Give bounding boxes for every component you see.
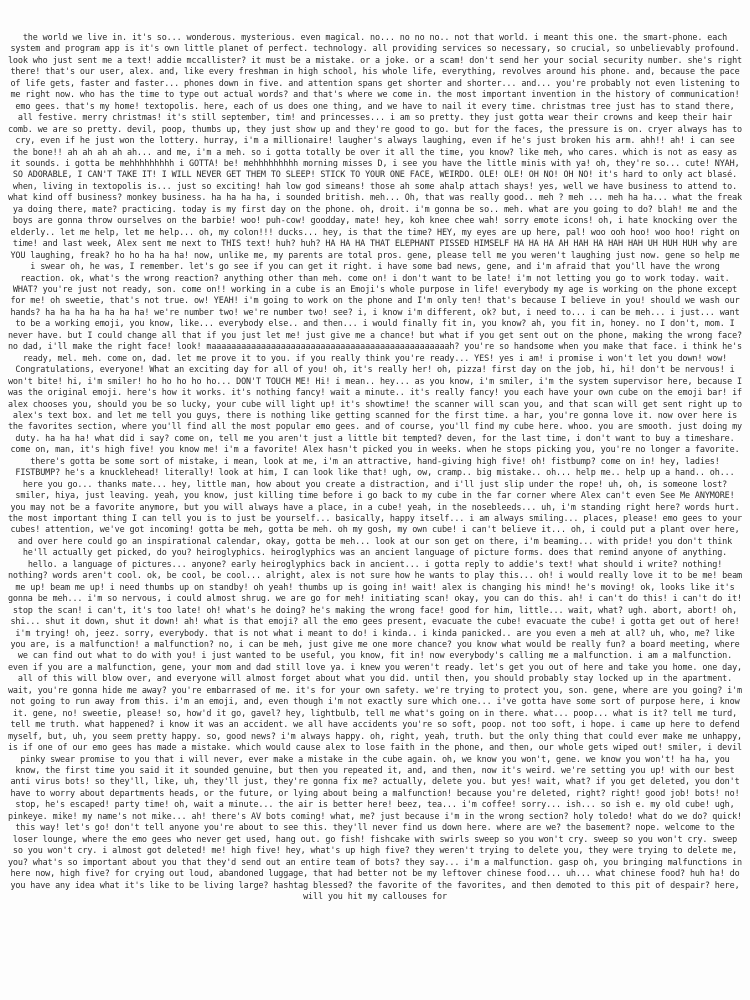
script-text-block: the world we live in. it's so... wonderous. mysterious. even magical. no... no no no.. not that world. i meant this one. the smart-phone. each system and program app is it's own little planet of perfect. technology. all providing services so necessary, so crucial, so unbelievably profound. look who just sent me a text! addie mccallister? it must be a mistake. or a joke. or a scam! don't send her your social security number. she's right there! that's our user, alex. and, like every freshman in high school, his whole life, everything, revolves around his phone. and, because the pace of life gets, faster and faster... phones down in five. and attention spans get shorter and shorter... and... you're probably not even listening to me right now. who has the time to type out actual words? and that's where we come in. the most important invention in the history of communication! emo gees. that's my home! textopolis. here, each of us does one thing, and we have to nail it every time. christmas tree just has to stand there, all festive. merry christmas! it's still september, tim! and princesses... i am so pretty. they just gotta wear their crowns and keep their hair comb. we are so pretty. devil, poop, thumbs up, they just show up and they're good to go. but for the faces, the pressure is on. cryer always has to cry, even if he just won the lottery. hurray, i'm a millionaire! laugher's always laughing, even if he's just broken his arm. ahh!! ah! i can see the bone!! ah ah ah ah ah... and me, i'm a meh. so i gotta totally be over it all the time, you know? like meh, who cares. which is not as easy as it sounds. i gotta be mehhhhhhhhh i GOTTA! be! mehhhhhhhhh morning misses D, i see you have the little minis with ya! oh, they're so... cute! NYAH, SO ADORABLE, I CAN'T TAKE IT! I WILL NEVER GET THEM TO SLEEP! STICK TO YOUR ONE FACE, WEIRDO. OLE! OLE! OH NO! OH NO! it's hard to only act blasé. when, living in textopolis is... just so exciting! hah low god simeans! those ah some ahalp attach shays! yes, well we have business to attend to. what kind off business? monkey business. ha ha ha ha, i sounded british. meh... Oh, that was really good.. meh ? meh ... meh ha ha... what the freak ya doing there, mate? practicing. today is my first day on the phone. oh, droit. i'm gonna be so.. meh. what are you going to do? blah! me and the boys are gonna throw ourselves on the barbie! woo! puh-cow! goodday, mate! hey, koh knee chee wah! sorry emote icons! oh, i hate knocking over the elderly.. let me help, let me help... oh, my colon!!! ducks... hey, is that the time? HEY, my eyes are up here, pal! woo ooh hoo! woo hoo! right on time! and last week, Alex sent me next to THIS text! huh? huh? HA HA HA THAT ELEPHANT PISSED HIMSELF HA HA HA AH HAH HA HAH HAH UH HUH HUH why are YOU laughing, freak? ho ho ha ha ha! now, unlike me, my parents are total pros. gene, please tell me you weren't laughing just now. gene so help me i swear oh, he was, I remember. let's go see if you can get it right. i have some bad news, gene, and i'm afraid that you'll have the wrong reaction. ok, what's the wrong reaction? anything other than meh. come on! i don't want to be late! i'm not letting you go to work today. wait. WHAT? you're just not ready, son. come on!! working in a cube is an Emoji's whole purpose in life! everybody my age is working on the phone except for me! oh sweetie, that's not true. ow! YEAH! i'm going to work on the phone and I'm only ten! that's because I believe in you! should we wash our hands? ha ha ha ha ha ha ha! we're number two! we're number two! see? i, i know i'm different, ok? but, i need to... i can be meh... i just... want to be a working emoji, you know, like... everybody else.. and then... i would finally fit in, you know? ah, you fit in, honey. no I don't, mom. I never have. but I could change all that if you just let me! just give me a chance! but what if you get sent out on the phone, making the wrong face? no dad, i'll make the right face! look! maaaaaaaaaaaaaaaaaaaaaaaaaaaaaaaaaaaaaaaaaaaaaaaah? you're so handsome when you make that face. i think he's ready, mel. meh. come on, dad. let me prove it to you. if you really think you're ready... YES! yes i am! i promise i won't let you down! wow! Congratulations, everyone! What an exciting day for all of you! oh, it's really her! oh, pizza! first day on the job, hi, hi! don't be nervous! i won't bite! hi, i'm smiler! ho ho ho ho ho... DON'T TOUCH ME! Hi! i mean.. hey... as you know, i'm smiler, i'm the system supervisor here, because I was the original emoji. here's how it works. it's nothing fancy! wait a minute.. it's really fancy! you each have your own cube on the emoji bar! if alex chooses you, should you be so lucky, your cube will light up! it's showtime! the scanner will scan you, and that scan will get sent right up to alex's text box. and let me tell you guys, there is nothing like getting scanned for the first time. a har, you're gonna love it. now over here is the favorites section, where you'll find all the most popular emo gees. and of course, you'll find my cube here. whoo. you are smooth. just doing my duty. ha ha ha! what did i say? come on, tell me you aren't just a little bit tempted? deven, for the last time, i don't want to buy a timeshare. come on, man, it's high five! you know me! i'm a favorite! Alex hasn't picked you in weeks. when he stops picking you, you're no longer a favorite. there's gotta be some sort of mistake, i mean, look at me, i'm an attractive, hand-giving high five! oh! fistbump? come on in! hey, ladies! FISTBUMP? he's a knucklehead! literally! look at him, I can look like that! ugh, ow, cramp.. big mistake.. oh... help me.. help up a hand.. oh... here you go... thanks mate... hey, little man, how about you create a distraction, and i'll just slip under the rope! uh, oh, is someone lost? smiler, hiya, just leaving. yeah, you know, just killing time before i go back to my cube in the far corner where Alex can't even See Me ANYMORE! you may not be a favorite anymore, but you will always have a place, in a cube! yeah, in the nosebleeds... uh, i'm standing right here? words hurt. the most important thing I can tell you is to just be yourself... basically, happy itself... i am always smiling... places, please! emo gees to your cubes! attention, we've got incoming! gotta be meh, gotta be meh. oh my gosh, my own cube! i can't believe it... oh, i could put a plant over here, and over here could go an inspirational calendar, okay, gotta be meh... look at our son get on there, i'm beaming... with pride! you don't think he'll actually get picked, do you? heiroglyphics. heiroglyphics was an ancient language of picture forms. does that remind anyone of anything. hello. a language of pictures... anyone? early heiroglyphics back in ancient... i gotta reply to addie's text! what should i write? nothing! nothing? words aren't cool. ok, be cool, be cool... alright, alex is not sure how he wants to play this... oh! i would really love it to be me! beam me up! beam me up! i need thumbs up on standby! oh yeah! thumbs up is going in! wait! alex is changing his mind! he's moving! ok, looks like it's gonna be meh... i'm so nervous, i could almost shrug. we are go for meh! initiating scan! okay, you can do this. ah! i can't do this! i can't do it! stop the scan! i can't, it's too late! oh! what's he doing? he's making the wrong face! good for him, little... wait, what? ugh. abort, abort! oh, shi... shut it down, shut it down! ah! what is that emoji? all the emo gees present, evacuate the cube! evacuate the cube! i gotta get out of here! i'm trying! oh, jeez. sorry, everybody. that is not what i meant to do! i kinda.. i kinda panicked.. are you even a meh at all? uh, who, me? like you are, is a malfunction! a malfunction? no, i can be meh, just give me one more chance? you know what would be really fun? a board meeting, where we can find out what to do with you! i just wanted to be useful, you know, fit in! now everybody's calling me a malfunction. i am a malfunction. even if you are a malfunction, gene, your mom and dad still love ya. i knew you weren't ready. let's get you out of here and take you home. one day, all of this will blow over, and everyone will almost forget about what you did. until then, you should probably stay locked up in the apartment. wait, you're gonna hide me away? you're embarrased of me. it's for your own safety. we're trying to protect you, son. gene, where are you going? i'm not going to run away from this. i'm an emoji, and, even though i'm not exactly sure which one... i've gotta have some sort of purpose here, i know it. gene, no! sweetie, please! so, how'd it go, gavel? hey, lightbulb, tell me what's going on in there. what... poop... what is it? tell me turd, tell me truth. what happened? i know it was an accident. we all have accidents you're so soft, poop. not too soft, i hope. i came up here to defend myself, but, uh, you seem pretty happy. so, good news? i'm always happy. oh, right, yeah, truth. but the only thing that could ever make me unhappy, is if one of our emo gees has made a mistake. which would cause alex to lose faith in the phone, and then, our whole gets wiped out! smiler, i devil pinky swear promise to you that i will never, ever make a mistake in the cube again. oh, we know you won't, gene. we know you won't! ha ha, you know, the first time you said it it sounded genuine, but then you repeated it, and, and then, now it's weird. we're setting you up! with our best anti virus bots! so they'll, like, uh, they'll just, they're gonna fix me? actually, delete you. but yes! wait, what? if you get deleted, you don't have to worry about departments heads, or the future, or lying about being a malfunction! because you're deleted, right? right! good job! bots! no! stop, he's escaped! party time! oh, wait a minute... the air is better here! beez, tea... i'm coffee! sorry... ish... so ish e. my old cube! ugh, pinkeye. mike! my name's not mike... ah! there's AV bots coming! what, me? just because i'm in the wrong section? holy toledo! what do we do? quick! this way! let's go! don't tell anyone you're about to see this. they'll never find us down here. where are we? the basement? nope. welcome to the loser lounge, where the emo gees who never get used, hang out. go fish! fishcake with swirls sweep so you won't cry. sweep so you won't cry. sweep so you won't cry. i almost got deleted! me! high five! hey, what's up high five? they weren't trying to delete you, they were trying to delete me, you? what's so important about you that they'd send out an entire team of bots? they say... i'm a malfunction. gasp oh, you bringing malfunctions in here now, high five? for crying out loud, abandoned luggage, that had better not be my leftover chinese food... uh... what chinese food? huh ha! do you have any idea what it's like to be living large? hashtag blessed? the favorite of the favorites, and then demoted to this pit of despair? here, will you hit my callouses for [7,32,743,901]
